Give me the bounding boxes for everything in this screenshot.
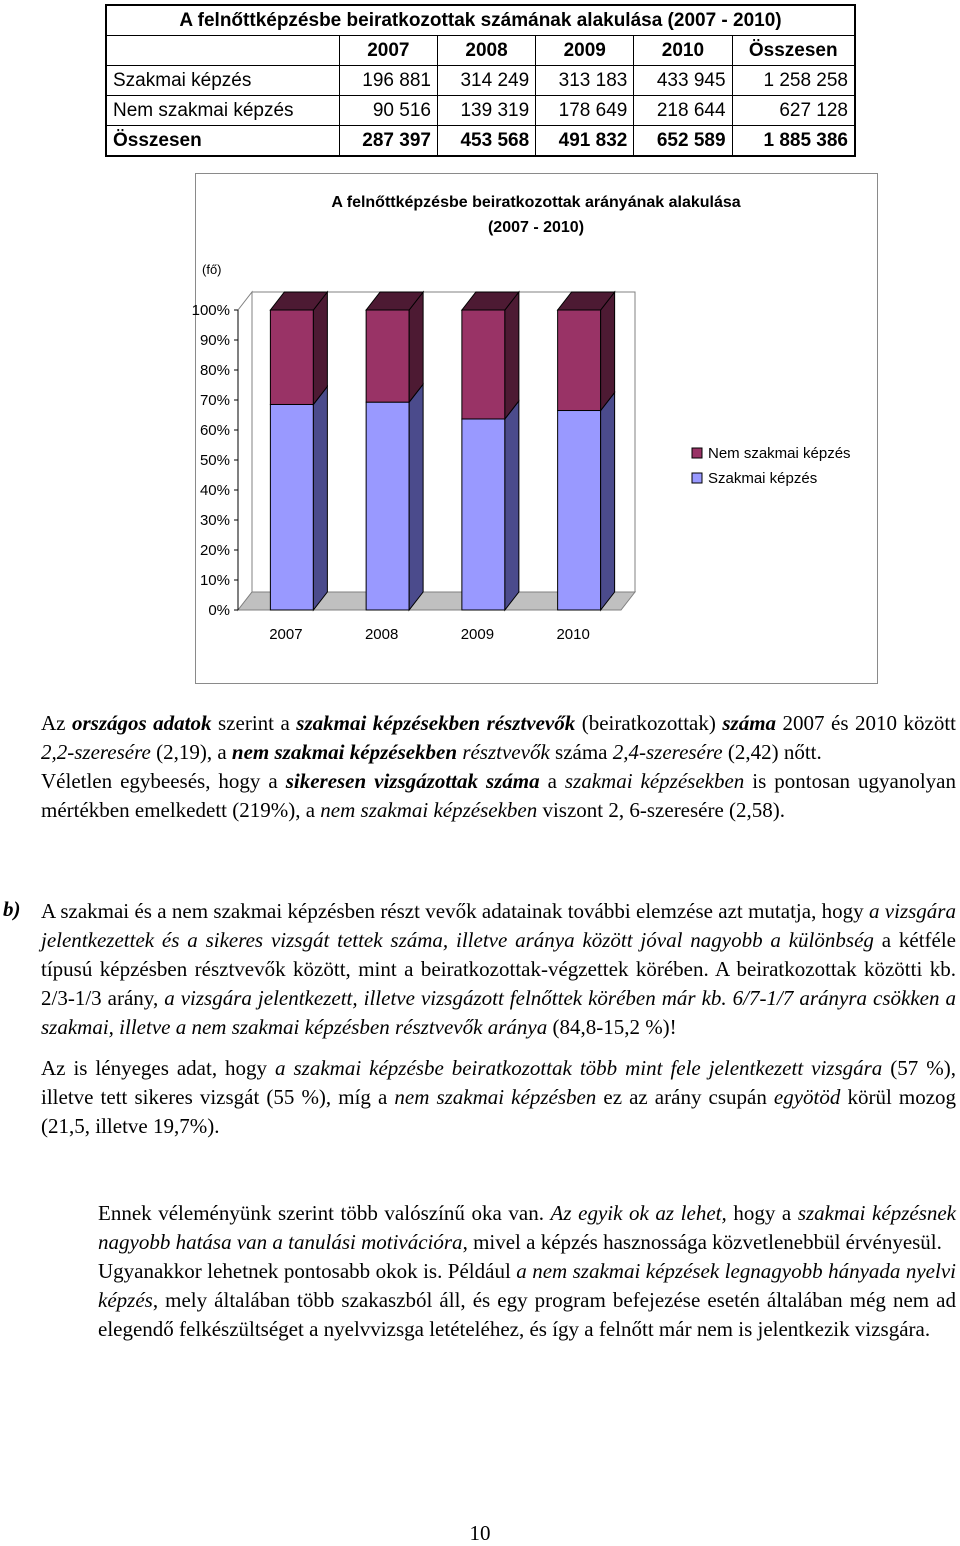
table-cell: 218 644 (634, 96, 732, 126)
page-number: 10 (469, 1521, 491, 1545)
y-tick-label: 100% (191, 302, 230, 319)
chart-area (191, 173, 878, 684)
table-title: A felnőttképzésbe beiratkozottak számának alakulása (2007 - 2010) (106, 5, 855, 36)
text-block-1 (41, 709, 956, 825)
table-cell: 491 832 (536, 126, 634, 157)
bar-szakmai-2007 (270, 404, 313, 610)
paragraph: A szakmai és a nem szakmai képzésben részt vevők adatainak további elemzése azt mutatja, hogy a vizsgára jelentkezettek és a sikeres vizsgát tettek száma, illetve aránya között jóval nagyobb a különbség a kétféle típusú képzésben résztvevők között, mint a beiratkozottak-végzettek körében. A beiratkozottak közötti kb. 2/3-1/3 arány, a vizsgára jelentkezett, illetve vizsgázott felnőttek körében már kb. 6/7-1/7 arányra csökken a szakmai, illetve a nem szakmai képzésben résztvevők aránya (84,8-15,2 %)! (41, 899, 957, 1039)
text-block-2 (41, 897, 956, 1141)
row-label: Összesen (106, 126, 339, 157)
y-tick-label: 60% (199, 422, 230, 439)
bar-nem-szakmai-2008-side (409, 292, 423, 402)
x-tick-label: 2007 (269, 626, 303, 643)
table-row (106, 96, 855, 126)
table-cell: 313 183 (536, 66, 634, 96)
row-label: Szakmai képzés (106, 66, 339, 96)
bar-nem-szakmai-2007-side (313, 292, 327, 404)
stacked-bar-chart (191, 174, 877, 683)
text-block-3 (98, 1199, 956, 1344)
bar-szakmai-2007-side (313, 386, 327, 610)
row-label: Nem szakmai képzés (106, 96, 339, 126)
y-tick-label: 20% (199, 542, 230, 559)
bar-szakmai-2010-side (601, 393, 615, 610)
table-row-total (106, 126, 855, 157)
y-tick-label: 90% (199, 332, 230, 349)
x-tick-label: 2010 (556, 626, 590, 643)
chart-title: A felnőttképzésbe beiratkozottak arányának alakulása (331, 194, 741, 211)
chart-side-wall (238, 292, 252, 610)
bar-szakmai-2009-side (505, 401, 519, 610)
y-tick-label: 50% (199, 452, 230, 469)
y-tick-label: 10% (199, 572, 230, 589)
y-tick-label: 70% (199, 392, 230, 409)
bar-nem-szakmai-2010 (558, 310, 601, 411)
table-header-row (106, 36, 855, 66)
bar-nem-szakmai-2008 (366, 310, 409, 402)
bar-szakmai-2009 (462, 419, 505, 610)
x-tick-label: 2009 (460, 626, 495, 643)
bar-nem-szakmai-2010-side (601, 292, 615, 411)
table-cell: 627 128 (732, 96, 855, 126)
enrollment-table (105, 4, 856, 157)
y-tick-label: 0% (208, 602, 230, 619)
legend-label: Nem szakmai képzés (708, 445, 851, 462)
table-cell: 652 589 (634, 126, 732, 157)
bar-szakmai-2010 (558, 411, 601, 610)
bar-szakmai-2008-side (409, 384, 423, 610)
legend-label: Szakmai képzés (708, 470, 818, 487)
bar-nem-szakmai-2007 (270, 310, 313, 404)
table-cell: 196 881 (339, 66, 437, 96)
table-cell: 178 649 (536, 96, 634, 126)
x-tick-label: 2008 (364, 626, 399, 643)
table-cell: 314 249 (437, 66, 535, 96)
table-header-cell: Összesen (732, 36, 855, 66)
table-header-cell: 2009 (536, 36, 634, 66)
bar-nem-szakmai-2009-side (505, 292, 519, 419)
table-cell: 1 258 258 (732, 66, 855, 96)
chart-subtitle: (2007 - 2010) (487, 219, 585, 236)
bar-nem-szakmai-2009 (462, 310, 505, 419)
paragraph: Ennek véleményünk szerint több valószínű oka van. Az egyik ok az lehet, hogy a szakmai képzésnek nagyobb hatása van a tanulási motivációra, mivel a képzés hasznossága közvetlenebbül érvényesül. (98, 1201, 957, 1254)
table-cell: 90 516 (339, 96, 437, 126)
table-cell: 139 319 (437, 96, 535, 126)
table-cell: 287 397 (339, 126, 437, 157)
y-tick-label: 30% (199, 512, 230, 529)
table-header-cell: 2008 (437, 36, 535, 66)
y-tick-label: 40% (199, 482, 230, 499)
table-header-cell: 2010 (634, 36, 732, 66)
bar-szakmai-2008 (366, 402, 409, 610)
section-label-b: b) (3, 897, 21, 921)
paragraph: Az is lényeges adat, hogy a szakmai képzésbe beiratkozottak több mint fele jelentkezett vizsgára (57 %), illetve tett sikeres vizsgát (55 %), míg a nem szakmai képzésben ez az arány csupán egyötöd körül mozog (21,5, illetve 19,7%). (41, 1056, 957, 1138)
table-header-cell: 2007 (339, 36, 437, 66)
table-row (106, 66, 855, 96)
paragraph: Ugyanakkor lehetnek pontosabb okok is. Például a nem szakmai képzések legnagyobb hányada nyelvi képzés, mely általában több szakaszból áll, és egy program befejezése esetén általában még nem ad elegendő felkészültséget a nyelvvizsga letételéhez, és így a felnőtt már nem is jelentkezik vizsgára. (98, 1259, 956, 1341)
table-cell: 1 885 386 (732, 126, 855, 157)
chart-unit-label: (fő) (202, 262, 222, 277)
table-corner-cell (106, 36, 339, 66)
legend-swatch (692, 448, 702, 458)
table-cell: 453 568 (437, 126, 535, 157)
table-cell: 433 945 (634, 66, 732, 96)
paragraph: Az országos adatok szerint a szakmai képzésekben résztvevők (beiratkozottak) száma 2007 és 2010 között 2,2-szeresére (2,19), a nem szakmai képzésekben résztvevők száma 2,4-szeresére (2,42) nőtt. (41, 711, 956, 764)
legend-swatch (692, 473, 702, 483)
y-tick-label: 80% (199, 362, 230, 379)
paragraph: Véletlen egybeesés, hogy a sikeresen vizsgázottak száma a szakmai képzésekben is pontosan ugyanolyan mértékben emelkedett (219%), a nem szakmai képzésekben viszont 2, 6-szeresére (2,58). (41, 769, 956, 822)
